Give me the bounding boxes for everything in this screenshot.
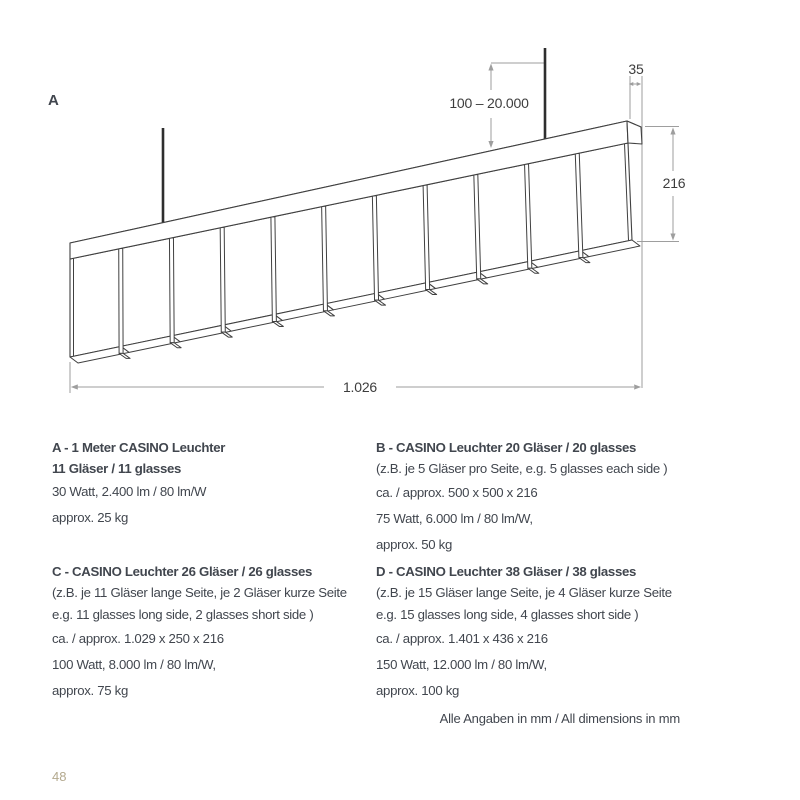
spec-block-D (376, 561, 710, 704)
spec-body-line: ca. / approx. 1.029 x 250 x 216 (52, 631, 224, 646)
spec-block-C (52, 561, 386, 704)
dim-arrowhead (488, 141, 493, 148)
glass-divider (271, 217, 276, 322)
glass-panel (476, 164, 530, 272)
dim-arrowhead (71, 384, 78, 389)
glass-panel (222, 217, 274, 325)
dim-arrowhead (670, 128, 675, 135)
dim-arrowhead (637, 82, 642, 86)
glass-divider-foot (477, 279, 488, 284)
units-note: Alle Angaben in mm / All dimensions in mm (439, 711, 680, 726)
spec-title-line: A - 1 Meter CASINO Leuchter (52, 440, 226, 455)
glass-panel (171, 227, 223, 335)
glass-divider-foot (528, 268, 539, 273)
spec-body-line: ca. / approx. 1.401 x 436 x 216 (376, 631, 548, 646)
spec-body-line: ca. / approx. 500 x 500 x 216 (376, 485, 538, 500)
glass-divider-foot (426, 290, 437, 295)
dim-arrowhead (629, 82, 634, 86)
spec-subtitle-line: e.g. 15 glasses long side, 4 glasses short side ) (376, 607, 639, 622)
glass-panel (577, 143, 632, 251)
dim-label-width: 35 (628, 61, 644, 77)
glass-divider-foot (221, 332, 232, 337)
page-number: 48 (52, 769, 67, 784)
glass-panel (324, 196, 377, 304)
glass-divider-foot (323, 311, 334, 316)
spec-block-B (376, 437, 710, 558)
glass-panel (527, 154, 581, 262)
luminaire-drawing (70, 48, 642, 363)
spec-title-line: B - CASINO Leuchter 20 Gläser / 20 glasses (376, 440, 637, 455)
spec-block-A (52, 437, 386, 531)
spec-title-line: 11 Gläser / 11 glasses (52, 461, 182, 476)
spec-body-line: 30 Watt, 2.400 lm / 80 lm/W (52, 484, 207, 499)
spec-body-line: approx. 100 kg (376, 683, 460, 698)
spec-body-line: 100 Watt, 8.000 lm / 80 lm/W, (52, 657, 216, 672)
glass-panel (70, 248, 121, 357)
figure-label: A (48, 92, 59, 109)
spec-body-line: 75 Watt, 6.000 lm / 80 lm/W, (376, 511, 533, 526)
dim-arrowhead (670, 234, 675, 241)
spec-body-line: approx. 75 kg (52, 683, 129, 698)
spec-subtitle-line: e.g. 11 glasses long side, 2 glasses short side ) (52, 607, 314, 622)
spec-subtitle-line: (z.B. je 5 Gläser pro Seite, e.g. 5 glasses each side ) (376, 461, 668, 476)
glass-panel (425, 175, 479, 283)
glass-divider-foot (579, 258, 590, 263)
dim-label-suspension: 100 – 20.000 (449, 95, 529, 111)
dim-arrowhead (488, 64, 493, 71)
glass-divider (119, 248, 123, 353)
glass-divider-foot (119, 353, 130, 358)
glass-divider-foot (272, 321, 283, 326)
glass-divider-foot (375, 300, 386, 305)
spec-body-line: 150 Watt, 12.000 lm / 80 lm/W, (376, 657, 547, 672)
spec-subtitle-line: (z.B. je 11 Gläser lange Seite, je 2 Gläser kurze Seite (52, 585, 347, 600)
spec-body-line: approx. 50 kg (376, 537, 453, 552)
spec-subtitle-line: (z.B. je 15 Gläser lange Seite, je 4 Gläser kurze Seite (376, 585, 672, 600)
glass-panel (121, 238, 172, 346)
glass-divider (220, 227, 225, 332)
spec-body-line: approx. 25 kg (52, 510, 129, 525)
spec-title-line: C - CASINO Leuchter 26 Gläser / 26 glasses (52, 564, 313, 579)
glass-divider-foot (170, 343, 181, 348)
dim-label-length: 1.026 (342, 379, 378, 395)
glass-panel (273, 206, 326, 314)
glass-panel (374, 185, 427, 293)
spec-title-line: D - CASINO Leuchter 38 Gläser / 38 glasses (376, 564, 637, 579)
rail-end-cap (627, 121, 642, 144)
dim-arrowhead (634, 384, 641, 389)
glass-divider (169, 238, 174, 343)
dim-label-height: 216 (662, 175, 686, 191)
